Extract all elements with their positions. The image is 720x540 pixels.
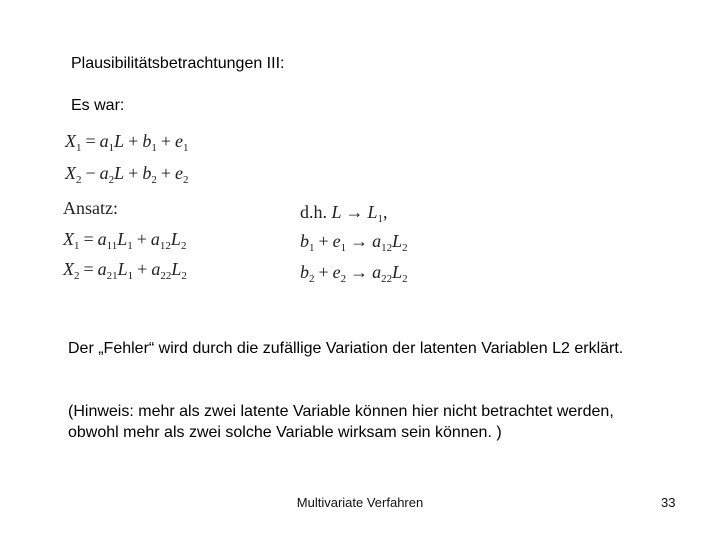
equation-relation-2: $b_2 + e_2 \to a_{22}L_2$ <box>300 262 408 285</box>
equation-relation-1: $b_1 + e_1 \to a_{12}L_2$ <box>300 231 408 254</box>
intro-label: Es war: <box>71 97 125 114</box>
equation-2: $X_2 - a_2L + b_2 + e_2$ <box>65 163 189 186</box>
equation-dh: d.h. $L \to L_1$, <box>300 202 388 225</box>
ansatz-label: Ansatz: <box>63 198 118 218</box>
paragraph-error-explanation: Der „Fehler“ wird durch die zufällige Variation der latenten Variablen L2 erklärt. <box>68 340 624 357</box>
slide-title: Plausibilitätsbetrachtungen III: <box>71 55 285 72</box>
page-number: 33 <box>661 495 676 510</box>
equation-4: $X_2 = a_{21}L_1 + a_{22}L_2$ <box>63 259 187 282</box>
footer-title: Multivariate Verfahren <box>296 495 424 510</box>
equation-1: $X_1 = a_1L + b_1 + e_1$ <box>65 131 189 154</box>
equation-3: $X_1 = a_{11}L_1 + a_{12}L_2$ <box>63 229 187 252</box>
paragraph-hint: (Hinweis: mehr als zwei latente Variable können hier nicht betrachtet werden, obwohl mehr als zwei solche Variable wirksam sein können. ) <box>68 403 614 441</box>
